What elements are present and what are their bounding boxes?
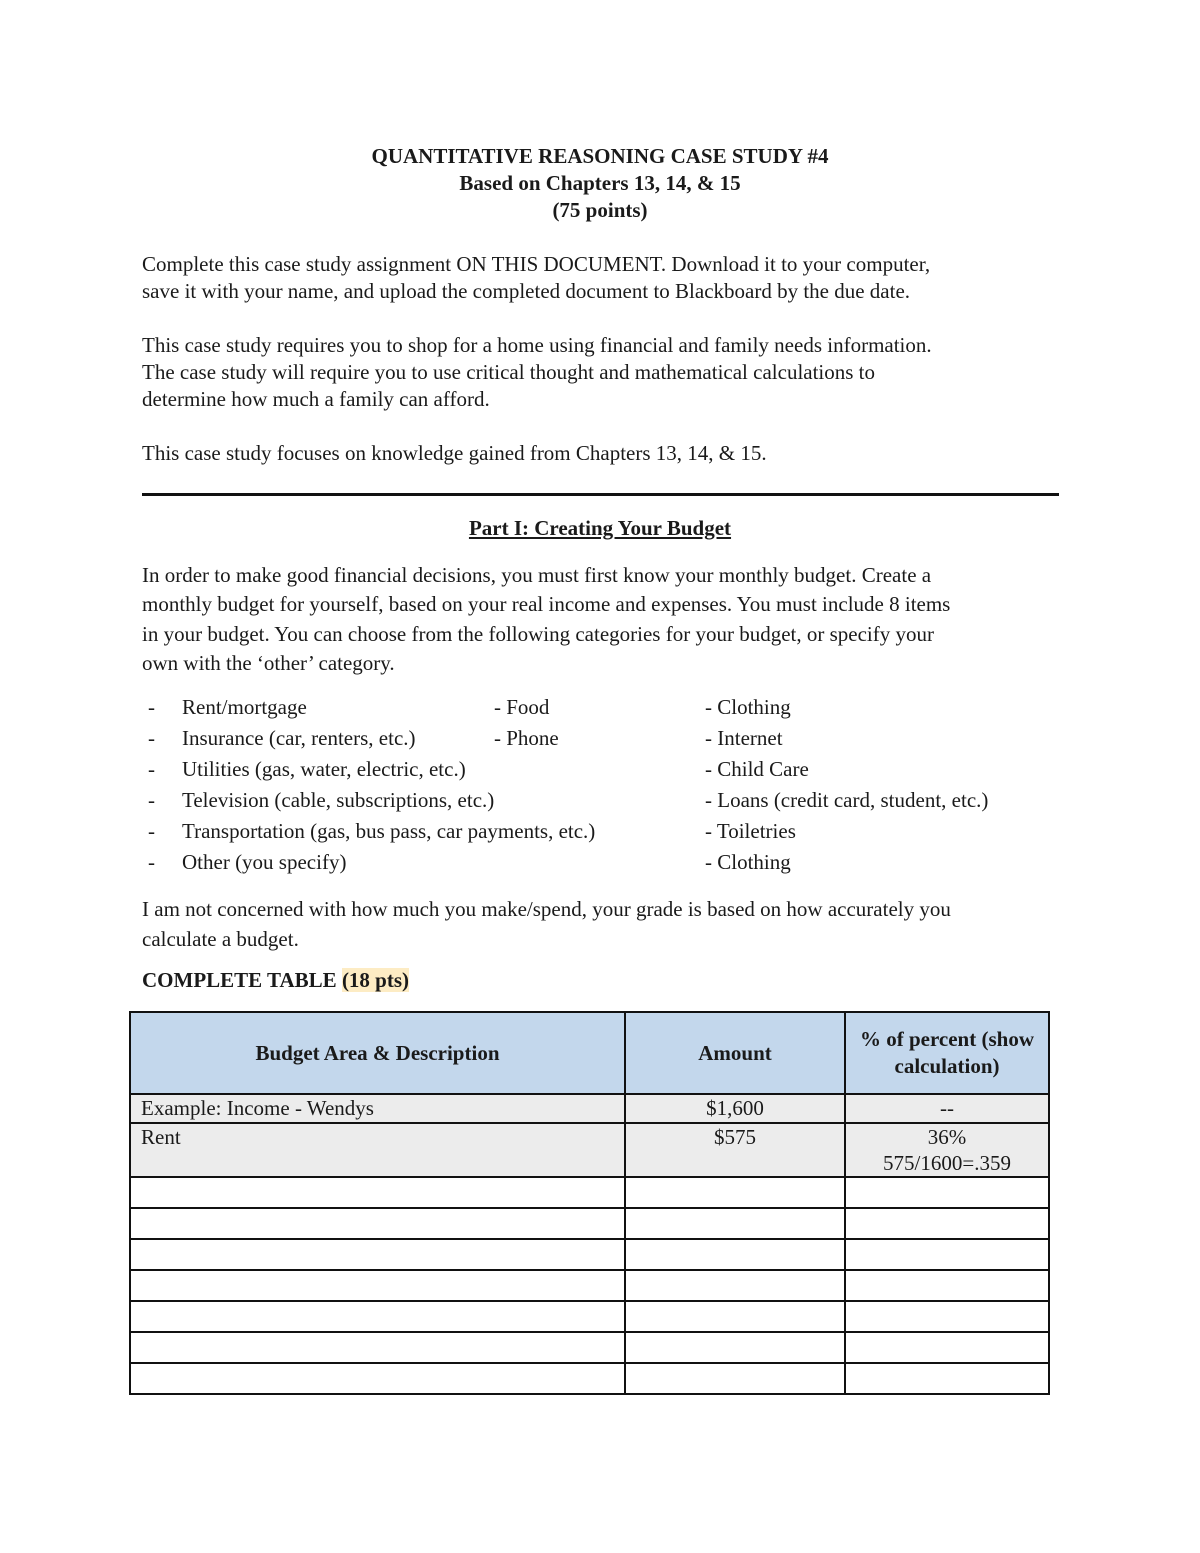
list-dash: - bbox=[148, 695, 155, 719]
part1-paragraph bbox=[142, 561, 1062, 678]
cell-description[interactable] bbox=[130, 1363, 625, 1394]
category-col-3: - Toiletries bbox=[705, 819, 796, 843]
intro-paragraph-1 bbox=[142, 251, 1062, 305]
cell-amount: $1,600 bbox=[625, 1094, 845, 1123]
cell-percent[interactable] bbox=[845, 1363, 1049, 1394]
table-row-empty bbox=[130, 1363, 1049, 1394]
cell-amount[interactable] bbox=[625, 1239, 845, 1270]
doc-subtitle: Based on Chapters 13, 14, & 15 bbox=[459, 171, 741, 195]
category-col-1: Other (you specify) bbox=[182, 850, 347, 874]
list-item bbox=[142, 785, 1092, 816]
percent-value: 36% bbox=[927, 1125, 967, 1149]
list-item bbox=[142, 847, 1092, 878]
category-col-3: - Child Care bbox=[705, 757, 809, 781]
list-dash: - bbox=[148, 726, 155, 750]
table-row-empty bbox=[130, 1239, 1049, 1270]
text-line: own with the ‘other’ category. bbox=[142, 650, 395, 675]
category-col-1: Television (cable, subscriptions, etc.) bbox=[182, 788, 495, 812]
cell-description[interactable] bbox=[130, 1239, 625, 1270]
cell-amount[interactable] bbox=[625, 1177, 845, 1208]
table-row-empty bbox=[130, 1332, 1049, 1363]
table-label bbox=[142, 968, 409, 993]
cell-amount: $575 bbox=[625, 1123, 845, 1177]
table-row bbox=[130, 1094, 1049, 1123]
cell-percent[interactable] bbox=[845, 1301, 1049, 1332]
table-label-text: COMPLETE TABLE bbox=[142, 968, 337, 992]
cell-percent[interactable] bbox=[845, 1208, 1049, 1239]
category-col-1: Insurance (car, renters, etc.) bbox=[182, 726, 416, 750]
category-list bbox=[142, 692, 1092, 878]
list-dash: - bbox=[148, 850, 155, 874]
cell-description[interactable] bbox=[130, 1301, 625, 1332]
intro-paragraph-3 bbox=[142, 440, 1062, 467]
budget-table bbox=[129, 1011, 1050, 1395]
doc-title: QUANTITATIVE REASONING CASE STUDY #4 bbox=[371, 144, 829, 168]
table-row-empty bbox=[130, 1208, 1049, 1239]
cell-description[interactable] bbox=[130, 1208, 625, 1239]
cell-amount[interactable] bbox=[625, 1301, 845, 1332]
text-line: save it with your name, and upload the completed document to Blackboard by the due date. bbox=[142, 279, 911, 303]
cell-amount[interactable] bbox=[625, 1332, 845, 1363]
text-line: in your budget. You can choose from the following categories for your budget, or specify your bbox=[142, 621, 934, 646]
section-divider bbox=[142, 493, 1059, 496]
category-col-2: - Phone bbox=[494, 726, 559, 750]
category-col-3: - Loans (credit card, student, etc.) bbox=[705, 788, 989, 812]
table-row bbox=[130, 1123, 1049, 1177]
list-item bbox=[142, 754, 1092, 785]
cell-description: Rent bbox=[130, 1123, 625, 1177]
grading-note bbox=[142, 894, 1062, 954]
table-points-badge: (18 pts) bbox=[341, 968, 410, 992]
cell-amount[interactable] bbox=[625, 1363, 845, 1394]
category-col-1: Transportation (gas, bus pass, car payments, etc.) bbox=[182, 819, 596, 843]
header-budget-area: Budget Area & Description bbox=[130, 1012, 625, 1094]
cell-percent[interactable] bbox=[845, 1239, 1049, 1270]
category-col-3: - Internet bbox=[705, 726, 783, 750]
cell-percent: -- bbox=[845, 1094, 1049, 1123]
cell-description[interactable] bbox=[130, 1332, 625, 1363]
list-item bbox=[142, 816, 1092, 847]
cell-amount[interactable] bbox=[625, 1208, 845, 1239]
cell-percent[interactable] bbox=[845, 1270, 1049, 1301]
cell-description[interactable] bbox=[130, 1177, 625, 1208]
list-item bbox=[142, 723, 1092, 754]
text-line: Complete this case study assignment ON THIS DOCUMENT. Download it to your computer, bbox=[142, 252, 931, 276]
category-col-2: - Food bbox=[494, 695, 550, 719]
cell-description: Example: Income - Wendys bbox=[130, 1094, 625, 1123]
cell-description[interactable] bbox=[130, 1270, 625, 1301]
table-row-empty bbox=[130, 1270, 1049, 1301]
list-dash: - bbox=[148, 757, 155, 781]
cell-percent[interactable] bbox=[845, 1177, 1049, 1208]
text-line: I am not concerned with how much you make/spend, your grade is based on how accurately you bbox=[142, 897, 951, 921]
category-col-1: Rent/mortgage bbox=[182, 695, 307, 719]
header-percent: % of percent (show calculation) bbox=[845, 1012, 1049, 1094]
text-line: monthly budget for yourself, based on your real income and expenses. You must include 8 items bbox=[142, 592, 951, 617]
cell-percent bbox=[845, 1123, 1049, 1177]
cell-percent[interactable] bbox=[845, 1332, 1049, 1363]
category-col-3: - Clothing bbox=[705, 850, 791, 874]
text-line: The case study will require you to use critical thought and mathematical calculations to bbox=[142, 360, 876, 384]
text-line: This case study requires you to shop for a home using financial and family needs information. bbox=[142, 333, 932, 357]
table-row-empty bbox=[130, 1301, 1049, 1332]
percent-calculation: 575/1600=.359 bbox=[883, 1151, 1011, 1175]
header-amount: Amount bbox=[625, 1012, 845, 1094]
intro-paragraph-2 bbox=[142, 332, 1062, 413]
text-line: determine how much a family can afford. bbox=[142, 387, 490, 411]
category-col-1: Utilities (gas, water, electric, etc.) bbox=[182, 757, 466, 781]
category-col-3: - Clothing bbox=[705, 695, 791, 719]
list-dash: - bbox=[148, 819, 155, 843]
part-title: Part I: Creating Your Budget bbox=[468, 516, 732, 540]
text-line: calculate a budget. bbox=[142, 927, 299, 951]
doc-points: (75 points) bbox=[552, 198, 648, 222]
list-item bbox=[142, 692, 1092, 723]
table-row-empty bbox=[130, 1177, 1049, 1208]
table-header-row bbox=[130, 1012, 1049, 1094]
text-line: In order to make good financial decisions, you must first know your monthly budget. Create a bbox=[142, 563, 932, 587]
cell-amount[interactable] bbox=[625, 1270, 845, 1301]
list-dash: - bbox=[148, 788, 155, 812]
text-line: This case study focuses on knowledge gained from Chapters 13, 14, & 15. bbox=[142, 441, 767, 465]
